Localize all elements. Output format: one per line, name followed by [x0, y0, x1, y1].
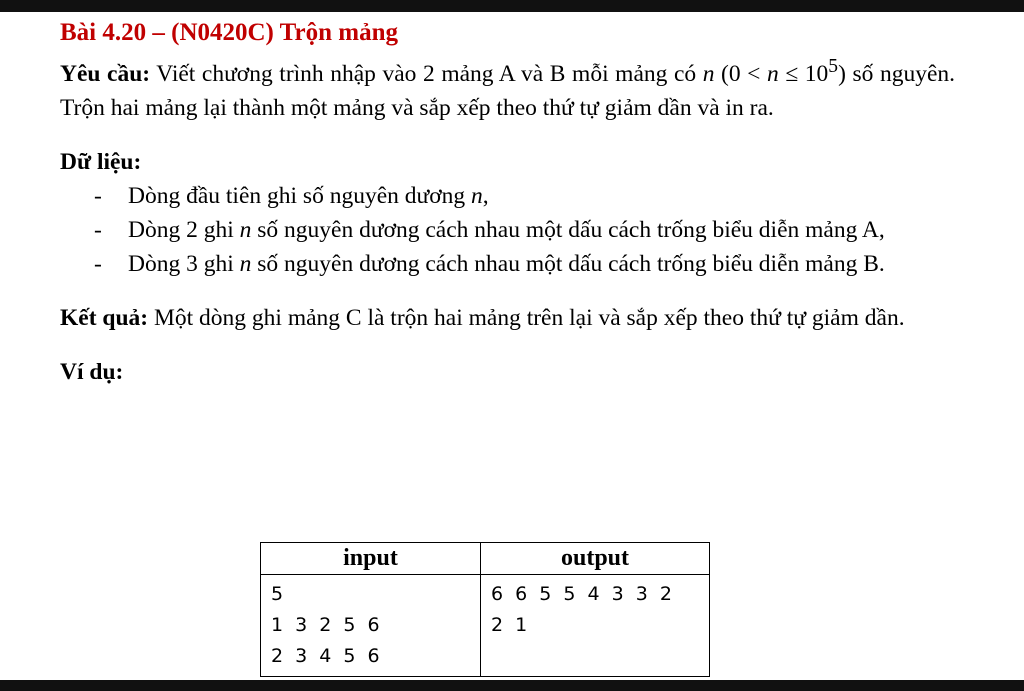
requirement-text-4: ) số nguyên. Trộn hai mảng lại thành một mảng và sắp xếp theo thứ tự giảm dần và in ra. — [60, 60, 956, 121]
input-cell: 5 1 3 2 5 6 2 3 4 5 6 — [261, 575, 481, 677]
example-heading: Ví dụ: — [60, 358, 124, 385]
result-label: Kết quả: — [60, 304, 149, 331]
var-n: n — [239, 250, 252, 277]
data-heading: Dữ liệu: — [60, 148, 142, 175]
requirement-var-n2: n — [767, 60, 779, 87]
input-header: input — [261, 543, 481, 575]
bullet-dash: - — [94, 216, 102, 243]
requirement-paragraph — [60, 50, 955, 125]
problem-content — [60, 16, 955, 389]
output-cell: 6 6 5 5 4 3 3 2 2 1 — [481, 575, 710, 677]
requirement-text-1: Viết chương trình nhập vào 2 mảng A và B mỗi mảng có — [150, 60, 703, 87]
result-text: Một dòng ghi mảng C là trộn hai mảng trên lại và sắp xếp theo thứ tự giảm dần. — [148, 304, 905, 331]
bullet-dash: - — [94, 250, 102, 277]
bullet-dash: - — [94, 182, 102, 209]
document-page — [0, 12, 1024, 680]
data-item-2: - Dòng 2 ghi n số nguyên dương cách nhau một dấu cách trống biểu diễn mảng A, — [60, 213, 955, 247]
requirement-var-n: n — [702, 60, 715, 87]
requirement-text-2: (0 < — [714, 60, 767, 87]
result-paragraph — [60, 301, 955, 335]
table-row — [261, 575, 710, 677]
example-table — [260, 542, 710, 677]
var-n: n — [471, 182, 483, 209]
requirement-exponent: 5 — [828, 56, 839, 77]
data-item-3: - Dòng 3 ghi n số nguyên dương cách nhau một dấu cách trống biểu diễn mảng B. — [60, 247, 955, 281]
table-header-row — [261, 543, 710, 575]
requirement-label: Yêu cầu: — [60, 60, 151, 87]
data-list — [60, 179, 955, 281]
var-n: n — [239, 216, 252, 243]
problem-title: Bài 4.20 – (N0420C) Trộn mảng — [60, 19, 398, 46]
requirement-text-3: ≤ 10 — [778, 60, 829, 87]
output-header: output — [481, 543, 710, 575]
data-item-1: - Dòng đầu tiên ghi số nguyên dương n, — [60, 179, 955, 213]
